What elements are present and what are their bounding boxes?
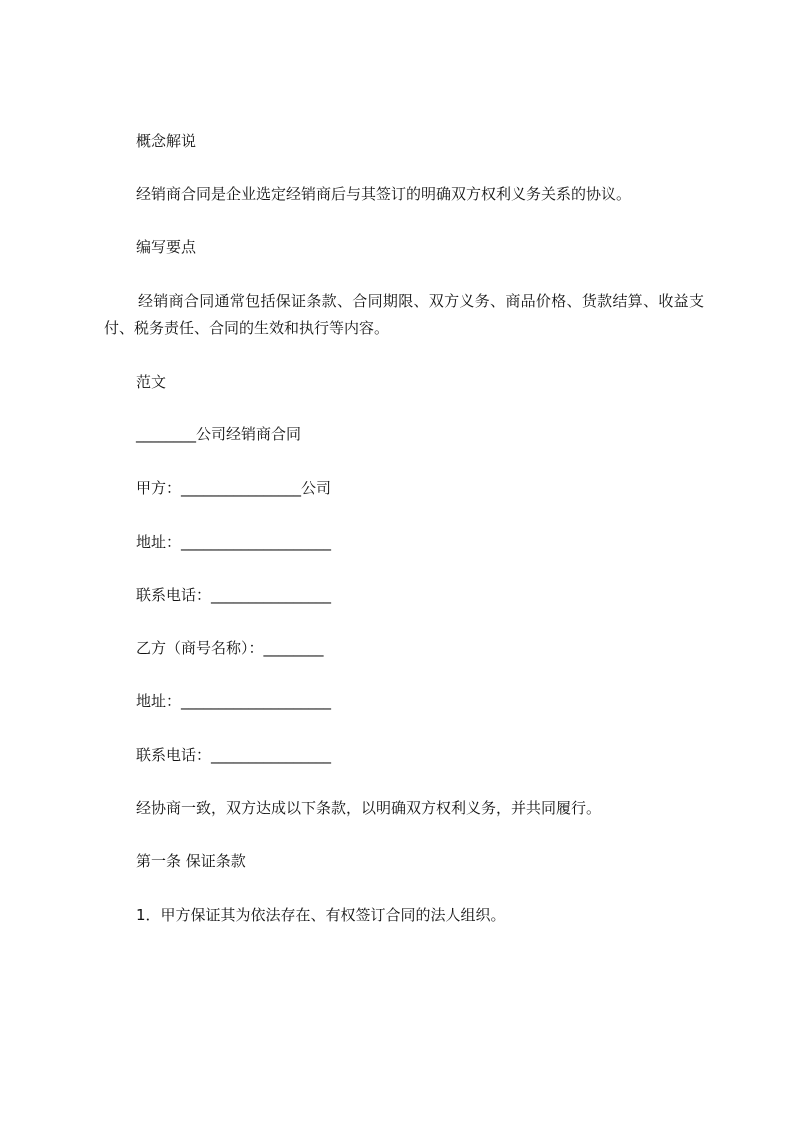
article-1-item-1: 1．甲方保证其为依法存在、有权签订合同的法人组织。 — [136, 906, 506, 924]
party-a-address: 地址：____________________ — [136, 533, 332, 551]
concept-text: 经销商合同是企业选定经销商后与其签订的明确双方权利义务关系的协议。 — [136, 185, 632, 203]
party-b-phone: 联系电话：________________ — [136, 746, 332, 764]
heading-concept: 概念解说 — [136, 132, 197, 150]
contract-title: ________公司经销商合同 — [136, 425, 302, 443]
party-b-line: 乙方（商号名称）：________ — [136, 639, 324, 657]
party-a-phone: 联系电话：________________ — [136, 586, 332, 604]
party-a-line: 甲方：________________公司 — [136, 479, 332, 497]
party-b-address: 地址：____________________ — [136, 692, 332, 710]
agreement-text: 经协商一致，双方达成以下条款，以明确双方权利义务，并共同履行。 — [136, 799, 602, 817]
heading-sample: 范文 — [136, 373, 167, 391]
points-text: 经销商合同通常包括保证条款、合同期限、双方义务、商品价格、货款结算、收益支付、税务责任、合同的生效和执行等内容。 — [104, 292, 704, 337]
heading-points: 编写要点 — [136, 238, 197, 256]
article-1-title: 第一条 保证条款 — [136, 852, 246, 870]
